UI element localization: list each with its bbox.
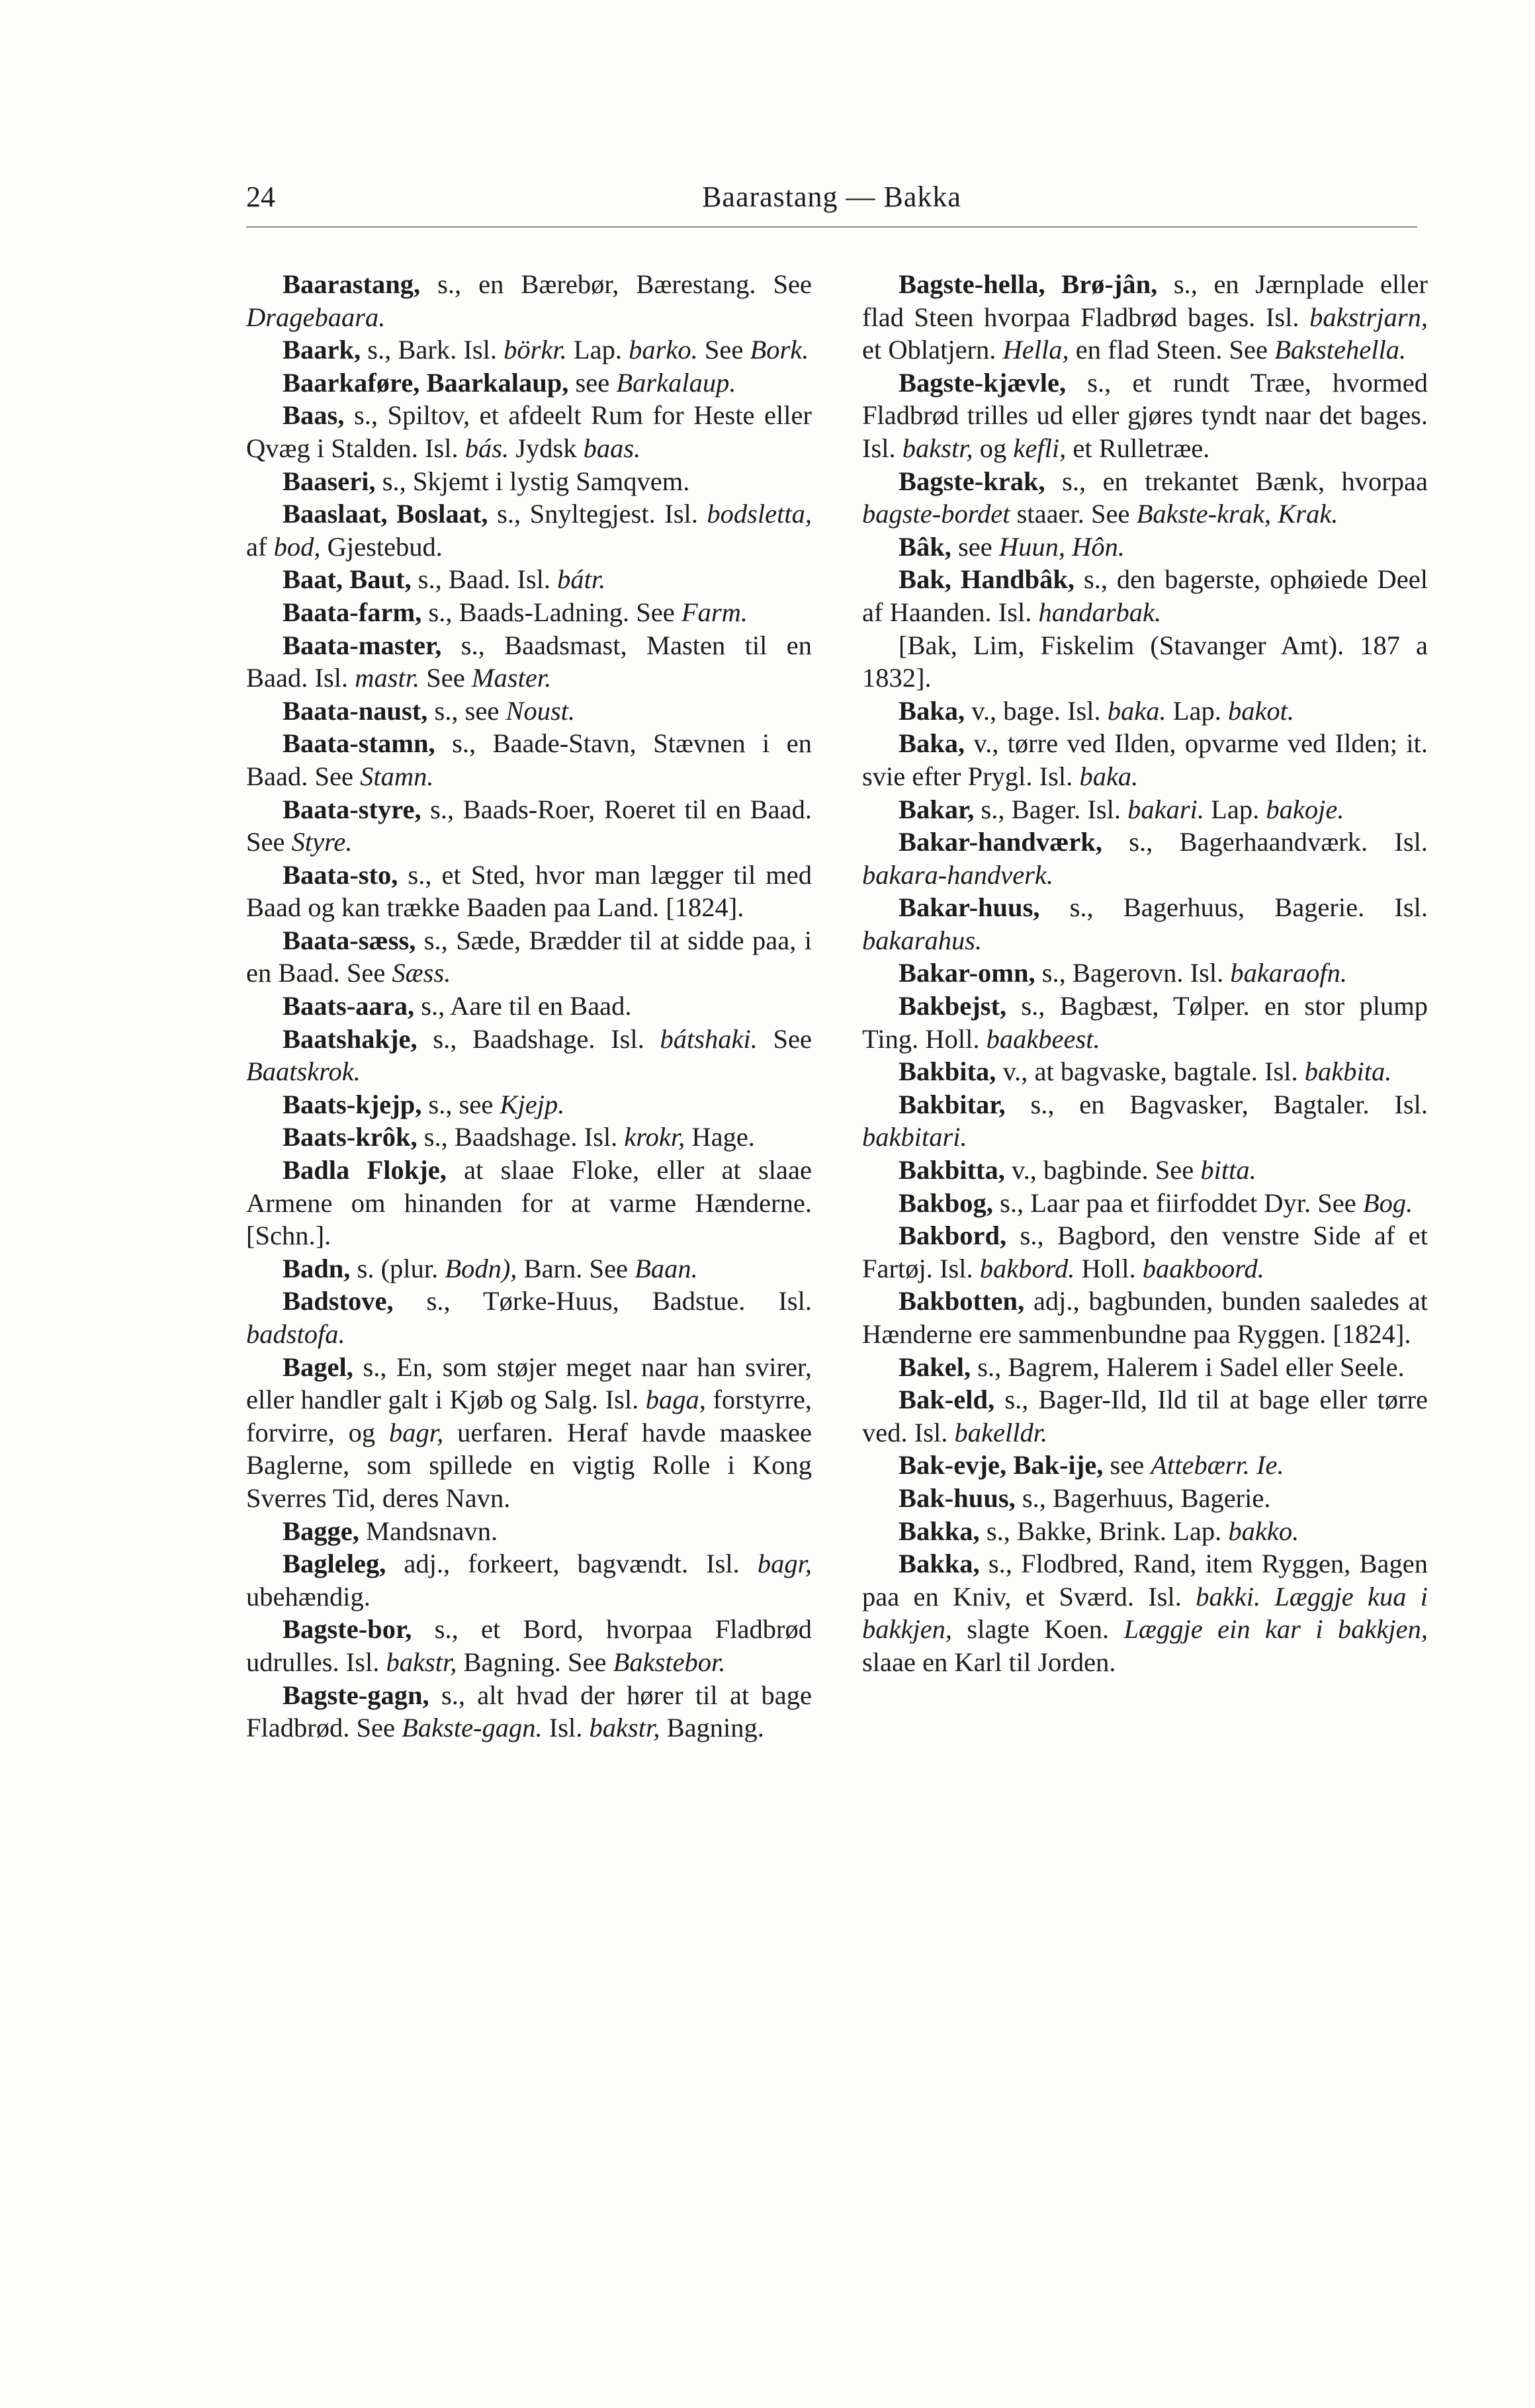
- entry-italic: Attebærr. Ie.: [1151, 1450, 1284, 1481]
- entry-headword: Bak-evje, Bak-ije,: [899, 1450, 1104, 1481]
- entry-headword: Bagste-kjævle,: [899, 367, 1067, 398]
- dictionary-entry: [246, 924, 812, 990]
- entry-italic: baakboord.: [1142, 1253, 1264, 1283]
- dictionary-entry: [862, 1088, 1428, 1154]
- entry-text: s., see: [421, 1089, 500, 1119]
- dictionary-entry: [246, 1679, 812, 1744]
- entry-text: s., en Bagvasker, Bagtaler. Isl.: [1005, 1089, 1428, 1119]
- entry-text: see: [1103, 1450, 1151, 1481]
- left-column: [246, 268, 812, 1744]
- entry-italic: badstofa.: [246, 1319, 345, 1349]
- entry-headword: Bak-huus,: [899, 1483, 1016, 1513]
- dictionary-entry: [862, 1515, 1428, 1548]
- dictionary-entry: [862, 1351, 1428, 1384]
- page-number: 24: [246, 181, 275, 213]
- entry-headword: Badn,: [283, 1253, 351, 1283]
- entry-text: forstyrre, forvirre, og: [246, 1385, 812, 1447]
- entry-text: v., bagbinde. See: [1004, 1155, 1201, 1185]
- dictionary-entry: [862, 727, 1428, 793]
- entry-headword: Bakar,: [899, 794, 975, 824]
- entry-headword: Baas,: [283, 400, 345, 431]
- entry-headword: Baats-krôk,: [283, 1122, 417, 1152]
- entry-text: s., see: [427, 695, 506, 726]
- entry-text: s., en trekantet Bænk, hvorpaa: [1045, 466, 1428, 496]
- entry-italic: bod,: [273, 531, 321, 562]
- entry-text: s. (plur.: [350, 1253, 445, 1283]
- entry-italic: bás.: [464, 433, 509, 463]
- entry-italic: bakot.: [1227, 695, 1295, 726]
- dictionary-entry: [862, 563, 1428, 628]
- entry-headword: Baats-kjejp,: [283, 1089, 422, 1119]
- dictionary-entry: [862, 531, 1428, 564]
- entry-headword: Bagste-bor,: [283, 1614, 412, 1645]
- entry-text: s., den bagerste, ophøiede Deel af Haanden. Isl.: [862, 564, 1428, 627]
- entry-italic: bakoje.: [1266, 794, 1344, 824]
- entry-text: Hage.: [685, 1122, 755, 1152]
- dictionary-entry: [246, 695, 812, 728]
- entry-headword: Bagste-krak,: [899, 466, 1045, 496]
- entry-italic: bakstr,: [589, 1713, 660, 1743]
- dictionary-entry: [246, 1154, 812, 1252]
- entry-italic: baakbeest.: [986, 1023, 1100, 1054]
- entry-text: et Rulletræe.: [1066, 433, 1210, 463]
- entry-headword: Baats-aara,: [283, 991, 415, 1021]
- entry-text: en flad Steen. See: [1069, 335, 1275, 365]
- entry-italic: bakari.: [1127, 794, 1205, 824]
- dictionary-entry: [246, 1351, 812, 1515]
- entry-headword: Baata-styre,: [283, 794, 421, 824]
- entry-text: v., tørre ved Ilden, opvarme ved Ilden; it. svie efter Prygl. Isl.: [862, 728, 1428, 791]
- dictionary-entry: [862, 695, 1428, 728]
- entry-headword: Bakka,: [899, 1516, 980, 1546]
- entry-text: s., et rundt Træe, hvormed Fladbrød trilles ud eller gjøres tyndt naar det bages. Isl.: [862, 367, 1428, 463]
- dictionary-entry: [246, 497, 812, 563]
- entry-italic: kefli,: [1013, 433, 1067, 463]
- entry-headword: Baarastang,: [283, 269, 421, 299]
- entry-italic: bakarahus.: [862, 925, 983, 955]
- entry-headword: Bagleleg,: [283, 1549, 386, 1579]
- entry-text: See: [757, 1023, 812, 1054]
- entry-text: Holl.: [1074, 1253, 1143, 1283]
- entry-text: s., Baads-Ladning. See: [421, 597, 681, 627]
- entry-headword: Bakar-huus,: [899, 892, 1040, 923]
- entry-headword: Baata-stamn,: [283, 728, 435, 759]
- entry-text: s., Spiltov, et afdeelt Rum for Heste eller Qvæg i Stalden. Isl.: [246, 400, 812, 463]
- entry-italic: bakbord.: [979, 1253, 1075, 1283]
- entry-text: s., Bagbord, den venstre Side af et Fartøj. Isl.: [862, 1221, 1428, 1283]
- entry-headword: Bâk,: [899, 531, 951, 562]
- entry-text: s., Aare til en Baad.: [414, 991, 632, 1021]
- dictionary-entry: [246, 596, 812, 629]
- entry-text: af: [246, 531, 274, 562]
- dictionary-entry: [862, 1449, 1428, 1482]
- entry-headword: Bakbejst,: [899, 991, 1007, 1021]
- dictionary-entry: [862, 1154, 1428, 1187]
- entry-text: s., et Bord, hvorpaa Fladbrød udrulles. Isl.: [246, 1614, 812, 1677]
- entry-headword: Bakbitta,: [899, 1155, 1005, 1185]
- entry-italic: krokr,: [624, 1122, 685, 1152]
- entry-italic: Læggje ein kar i bakkjen,: [1123, 1614, 1428, 1645]
- entry-headword: Baaslaat, Boslaat,: [283, 499, 488, 529]
- dictionary-entry: [862, 1383, 1428, 1449]
- entry-headword: Bakbitar,: [899, 1089, 1006, 1119]
- entry-text: s., Skjemt i lystig Samqvem.: [375, 466, 690, 496]
- entry-italic: Bakste-krak, Krak.: [1136, 499, 1338, 529]
- entry-text: s., Bark. Isl.: [361, 335, 504, 365]
- dictionary-entry: [862, 826, 1428, 891]
- entry-italic: Bodn),: [445, 1253, 517, 1283]
- entry-text: s., alt hvad der hører til at bage Fladbrød. See: [246, 1680, 812, 1743]
- entry-text: s., Baadshage. Isl.: [417, 1122, 625, 1152]
- entry-italic: bátr.: [557, 564, 606, 595]
- entry-headword: Bak, Handbâk,: [899, 564, 1075, 595]
- entry-text: [Bak, Lim, Fiskelim (Stavanger Amt). 187 a 1832].: [862, 630, 1428, 693]
- entry-italic: Baan.: [635, 1253, 698, 1283]
- entry-text: s., Bakke, Brink. Lap.: [979, 1516, 1229, 1546]
- entry-text: s., Flodbred, Rand, item Ryggen, Bagen paa en Kniv, et Sværd. Isl.: [862, 1549, 1428, 1612]
- dictionary-entry: [862, 1187, 1428, 1220]
- entry-italic: Dragebaara.: [246, 302, 386, 332]
- entry-text: s., Bager. Isl.: [974, 794, 1128, 824]
- header-rule: [246, 226, 1417, 228]
- entry-headword: Bagge,: [283, 1516, 359, 1546]
- entry-text: et Oblatjern.: [862, 335, 1003, 365]
- dictionary-entry: [862, 366, 1428, 465]
- entry-italic: bakki.: [1196, 1581, 1261, 1612]
- dictionary-entry: [862, 629, 1428, 695]
- entry-text: s., Laar paa et fiirfoddet Dyr. See: [992, 1187, 1363, 1218]
- entry-headword: Badla Flokje,: [283, 1155, 447, 1185]
- entry-italic: Farm.: [681, 597, 748, 627]
- dictionary-entry: [862, 957, 1428, 990]
- entry-italic: Bork.: [750, 335, 809, 365]
- entry-italic: bakara-handverk.: [862, 859, 1054, 890]
- entry-italic: baka.: [1107, 695, 1166, 726]
- dictionary-entry: [246, 1121, 812, 1154]
- entry-italic: baka.: [1079, 761, 1139, 791]
- entry-headword: Bagste-gagn,: [283, 1680, 429, 1710]
- dictionary-entry: [246, 859, 812, 924]
- dictionary-entry: [246, 727, 812, 793]
- entry-text: Gjestebud.: [320, 531, 443, 562]
- entry-italic: Barkalaup.: [616, 367, 736, 398]
- dictionary-entry: [246, 1613, 812, 1678]
- dictionary-entry: [246, 366, 812, 400]
- entry-italic: Baatskrok.: [246, 1056, 361, 1087]
- entry-text: Bagning.: [660, 1713, 764, 1743]
- entry-text: s., Bagerhuus, Bagerie. Isl.: [1039, 892, 1428, 923]
- entry-text: s., Bagerhuus, Bagerie.: [1015, 1483, 1271, 1513]
- dictionary-entry: [246, 1023, 812, 1088]
- entry-headword: Bagel,: [283, 1352, 353, 1382]
- entry-italic: Bakste-gagn.: [402, 1713, 543, 1743]
- entry-text: s., en Jærnplade eller flad Steen hvorpaa Fladbrød bages. Isl.: [862, 269, 1428, 332]
- entry-italic: bakbitari.: [862, 1122, 967, 1152]
- dictionary-entry: [246, 333, 812, 366]
- entry-text: s., Bagerhaandværk. Isl.: [1102, 827, 1428, 857]
- entry-italic: Stamn.: [360, 761, 434, 791]
- dictionary-entry: [246, 268, 812, 333]
- entry-text: Barn. See: [517, 1253, 635, 1283]
- entry-text: s., en Bærebør, Bærestang. See: [420, 269, 812, 299]
- entry-text: Lap.: [1166, 695, 1228, 726]
- entry-headword: Baata-farm,: [283, 597, 422, 627]
- entry-headword: Bakel,: [899, 1352, 971, 1382]
- entry-headword: Bakbita,: [899, 1056, 996, 1087]
- entry-text: s., Baad. Isl.: [411, 564, 558, 595]
- entry-text: Lap.: [566, 335, 629, 365]
- dictionary-entry: [246, 465, 812, 498]
- entry-italic: Sæss.: [392, 958, 451, 988]
- entry-headword: Bak-eld,: [899, 1385, 995, 1415]
- dictionary-entry: [862, 891, 1428, 957]
- entry-text: adj., bagbunden, bunden saaledes at Hænderne ere sammenbundne paa Ryggen. [1824].: [862, 1286, 1428, 1349]
- entry-italic: börkr.: [504, 335, 567, 365]
- entry-italic: bakstr,: [902, 433, 973, 463]
- entry-headword: Baata-naust,: [283, 695, 428, 726]
- entry-text: Isl.: [542, 1713, 590, 1743]
- entry-text: staaer. See: [1010, 499, 1137, 529]
- entry-italic: bodsletta,: [707, 499, 812, 529]
- entry-headword: Bagste-hella, Brø-jân,: [899, 269, 1158, 299]
- entry-headword: Baka,: [899, 728, 965, 759]
- entry-headword: Baka,: [899, 695, 965, 726]
- entry-italic: bakaraofn.: [1230, 958, 1347, 988]
- dictionary-entry: [862, 793, 1428, 826]
- entry-text: Mandsnavn.: [359, 1516, 498, 1546]
- entry-headword: Baatshakje,: [283, 1023, 417, 1054]
- entry-text: at slaae Floke, eller at slaae Armene om hinanden for at varme Hænderne. [Schn.].: [246, 1155, 812, 1251]
- entry-italic: Bakstehella.: [1274, 335, 1407, 365]
- dictionary-entry: [862, 1219, 1428, 1285]
- entry-italic: Bog.: [1362, 1187, 1413, 1218]
- entry-italic: Hella,: [1002, 335, 1069, 365]
- entry-text: s., Baade-Stavn, Stævnen i en Baad. See: [246, 728, 812, 791]
- entry-italic: Bakstebor.: [613, 1647, 726, 1677]
- entry-headword: Bakar-omn,: [899, 958, 1035, 988]
- entry-headword: Badstove,: [283, 1286, 394, 1316]
- entry-italic: bátshaki.: [660, 1023, 758, 1054]
- entry-italic: Huun, Hôn.: [998, 531, 1125, 562]
- entry-text: v., bage. Isl.: [965, 695, 1108, 726]
- dictionary-entry: [246, 1252, 812, 1285]
- entry-italic: bakbita.: [1304, 1056, 1392, 1087]
- dictionary-entry: [862, 1482, 1428, 1515]
- entry-text: s., Bager-Ild, Ild til at bage eller tørre ved. Isl.: [862, 1385, 1428, 1447]
- entry-italic: mastr.: [355, 663, 420, 693]
- entry-italic: Læggje kua i bakkjen,: [862, 1581, 1428, 1645]
- entry-italic: bitta.: [1200, 1155, 1256, 1185]
- entry-headword: Bakbotten,: [899, 1286, 1025, 1316]
- dictionary-entry: [246, 1547, 812, 1613]
- entry-headword: Baata-sto,: [283, 859, 398, 890]
- entry-text: s., Snyltegjest. Isl.: [488, 499, 707, 529]
- dictionary-entry: [862, 268, 1428, 366]
- entry-italic: bakko.: [1228, 1516, 1299, 1546]
- entry-text: See: [419, 663, 472, 693]
- dictionary-entry: [246, 1285, 812, 1350]
- entry-text: Bagning. See: [457, 1647, 613, 1677]
- entry-text: See: [697, 335, 750, 365]
- entry-text: s., Bagbæst, Tølper. en stor plump Ting. Holl.: [862, 991, 1428, 1054]
- dictionary-entry: [862, 990, 1428, 1055]
- entry-headword: Bakbog,: [899, 1187, 993, 1218]
- dictionary-entry: [246, 793, 812, 859]
- right-column: [862, 268, 1428, 1679]
- dictionary-entry: [246, 990, 812, 1023]
- entry-italic: Noust.: [505, 695, 576, 726]
- entry-italic: bakstrjarn,: [1309, 302, 1428, 332]
- entry-text: uerfaren. Heraf havde maaskee Baglerne, som spillede en vigtig Rolle i Kong Sverres Tid, deres Navn.: [246, 1417, 812, 1513]
- entry-italic: handarbak.: [1038, 597, 1162, 627]
- entry-italic: bakelldr.: [954, 1417, 1048, 1447]
- entry-headword: Baat, Baut,: [283, 564, 412, 595]
- entry-italic: barko.: [629, 335, 698, 365]
- entry-italic: bagr,: [389, 1417, 444, 1447]
- entry-text: [1260, 1582, 1274, 1612]
- entry-italic: baas.: [583, 433, 641, 463]
- entry-text: s., et Sted, hvor man lægger til med Baad og kan trække Baaden paa Land. [1824].: [246, 859, 812, 923]
- entry-text: v., at bagvaske, bagtale. Isl.: [996, 1056, 1305, 1087]
- entry-italic: Kjejp.: [500, 1089, 565, 1119]
- entry-headword: Bakka,: [899, 1549, 980, 1579]
- entry-text: Jydsk: [509, 433, 584, 463]
- entry-headword: Baaseri,: [283, 466, 376, 496]
- entry-text: ubehændig.: [246, 1581, 371, 1612]
- entry-italic: Styre.: [291, 827, 353, 857]
- entry-text: s., Bagrem, Halerem i Sadel eller Seele.: [971, 1352, 1405, 1382]
- entry-text: Lap.: [1204, 794, 1266, 824]
- entry-headword: Baarkaføre, Baarkalaup,: [283, 367, 569, 398]
- entry-text: see: [568, 367, 617, 398]
- dictionary-entry: [862, 1547, 1428, 1678]
- dictionary-entry: [862, 465, 1428, 531]
- entry-italic: Master.: [471, 663, 552, 693]
- dictionary-entry: [246, 399, 812, 464]
- entry-headword: Baata-sæss,: [283, 925, 416, 955]
- dictionary-entry: [246, 1515, 812, 1548]
- entry-text: s., Baadsmast, Masten til en Baad. Isl.: [246, 630, 812, 693]
- entry-headword: Baata-master,: [283, 630, 442, 660]
- entry-headword: Bakar-handværk,: [899, 827, 1102, 857]
- entry-text: s., Tørke-Huus, Badstue. Isl.: [393, 1286, 812, 1316]
- dictionary-entry: [862, 1285, 1428, 1350]
- entry-text: s., Sæde, Brædder til at sidde paa, i en Baad. See: [246, 925, 812, 988]
- page-header: [246, 177, 1417, 217]
- entry-headword: Bakbord,: [899, 1221, 1007, 1251]
- entry-headword: Baark,: [283, 335, 361, 365]
- entry-text: see: [951, 531, 999, 562]
- entry-italic: bagste-bordet: [862, 499, 1010, 529]
- entry-text: s., Baadshage. Isl.: [417, 1023, 660, 1054]
- entry-italic: bakstr,: [386, 1647, 457, 1677]
- dictionary-entry: [246, 1088, 812, 1121]
- dictionary-entry: [862, 1055, 1428, 1088]
- running-head: Baarastang — Bakka: [702, 181, 961, 213]
- dictionary-entry: [246, 563, 812, 596]
- entry-text: s., Bagerovn. Isl.: [1035, 958, 1231, 988]
- entry-text: s., En, som støjer meget naar han svirer, eller handler galt i Kjøb og Salg. Isl.: [246, 1352, 812, 1415]
- dictionary-entry: [246, 629, 812, 695]
- entry-text: slagte Koen.: [952, 1614, 1124, 1645]
- entry-text: slaae en Karl til Jorden.: [862, 1647, 1116, 1677]
- entry-text: adj., forkeert, bagvændt. Isl.: [386, 1549, 758, 1579]
- entry-italic: bagr,: [757, 1549, 812, 1579]
- entry-text: s., Baads-Roer, Roeret til en Baad. See: [246, 794, 812, 857]
- entry-text: og: [973, 433, 1014, 463]
- entry-italic: baga,: [645, 1385, 706, 1415]
